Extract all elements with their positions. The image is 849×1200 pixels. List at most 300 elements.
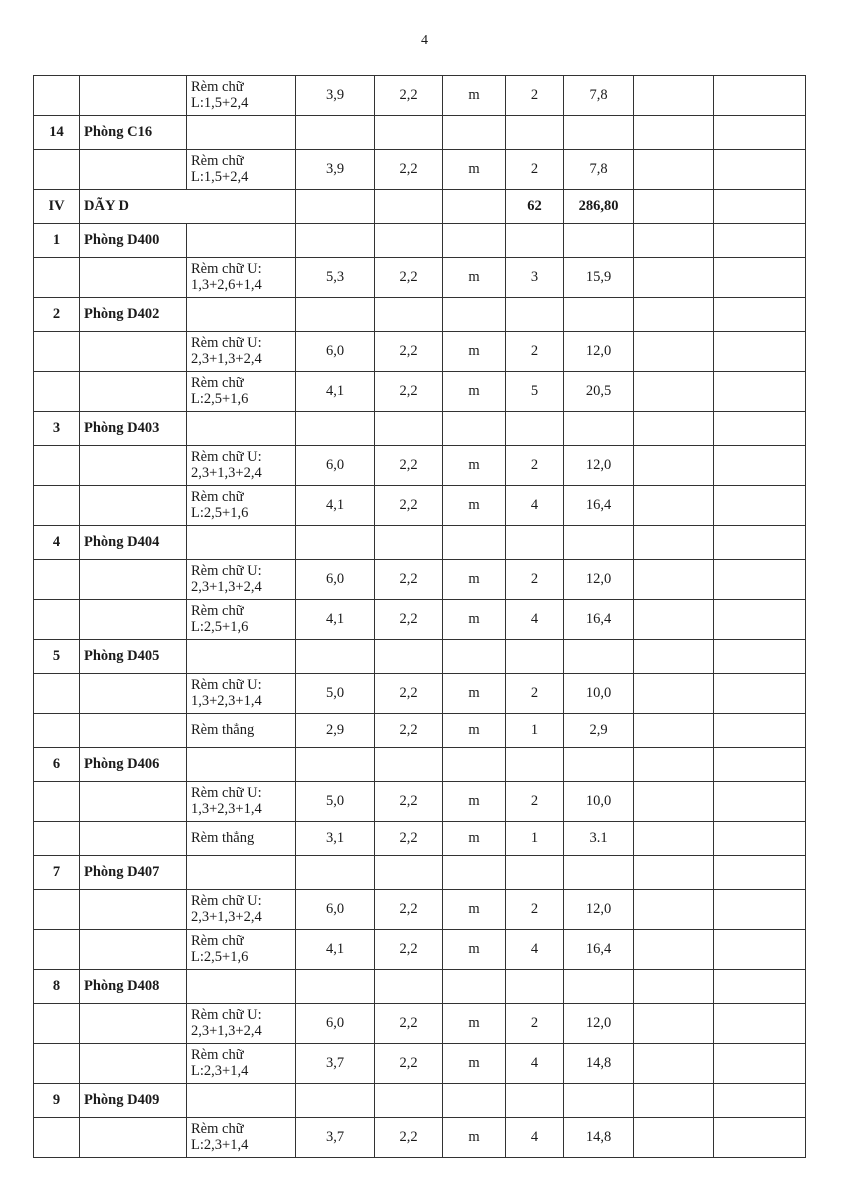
blank-cell xyxy=(187,970,296,1004)
description-line: 1,3+2,3+1,4 xyxy=(191,800,262,817)
total-cell: 3.1 xyxy=(564,822,634,856)
room-group-row xyxy=(34,224,806,258)
item-row xyxy=(34,714,806,748)
blank-cell xyxy=(634,600,714,640)
description-line: Rèm chữ xyxy=(191,153,244,170)
stt-cell: 1 xyxy=(34,224,80,258)
height-cell: 2,2 xyxy=(375,1118,443,1158)
description-line: Rèm chữ U: xyxy=(191,893,262,910)
stt-cell xyxy=(34,822,80,856)
blank-cell xyxy=(634,190,714,224)
length-cell: 4,1 xyxy=(296,372,375,412)
room-name-cell: Phòng D403 xyxy=(80,412,187,446)
blank-cell xyxy=(634,372,714,412)
total-cell: 7,8 xyxy=(564,150,634,190)
blank-cell xyxy=(634,970,714,1004)
blank-cell xyxy=(714,298,806,332)
total-cell: 10,0 xyxy=(564,782,634,822)
unit-cell: m xyxy=(443,930,506,970)
blank-cell xyxy=(375,298,443,332)
room-cell xyxy=(80,674,187,714)
room-group-row xyxy=(34,748,806,782)
quantity-cell: 2 xyxy=(506,890,564,930)
blank-cell xyxy=(714,930,806,970)
description-line: L:2,5+1,6 xyxy=(191,390,249,407)
stt-cell xyxy=(34,1004,80,1044)
description-line: 2,3+1,3+2,4 xyxy=(191,1022,262,1039)
stt-cell: 5 xyxy=(34,640,80,674)
blank-cell xyxy=(375,640,443,674)
length-cell: 3,7 xyxy=(296,1044,375,1084)
blank-cell xyxy=(714,1004,806,1044)
length-cell: 3,9 xyxy=(296,76,375,116)
height-cell: 2,2 xyxy=(375,822,443,856)
blank-cell xyxy=(634,412,714,446)
item-row xyxy=(34,600,806,640)
height-cell: 2,2 xyxy=(375,1004,443,1044)
quantity-cell: 4 xyxy=(506,1118,564,1158)
unit-cell: m xyxy=(443,372,506,412)
blank-cell xyxy=(564,856,634,890)
quantity-cell: 4 xyxy=(506,600,564,640)
blank-cell xyxy=(375,748,443,782)
blank-cell xyxy=(564,412,634,446)
room-name-cell: Phòng D408 xyxy=(80,970,187,1004)
description-line: 1,3+2,6+1,4 xyxy=(191,276,262,293)
description-line: Rèm chữ xyxy=(191,603,244,620)
height-cell: 2,2 xyxy=(375,674,443,714)
quantity-cell: 3 xyxy=(506,258,564,298)
item-row xyxy=(34,372,806,412)
blank-cell xyxy=(443,856,506,890)
stt-cell xyxy=(34,372,80,412)
description-line: Rèm thẳng xyxy=(191,829,255,846)
quantity-cell: 2 xyxy=(506,446,564,486)
blank-cell xyxy=(187,640,296,674)
total-cell: 2,9 xyxy=(564,714,634,748)
room-name-cell: Phòng D406 xyxy=(80,748,187,782)
blank-cell xyxy=(564,970,634,1004)
height-cell: 2,2 xyxy=(375,150,443,190)
unit-cell: m xyxy=(443,258,506,298)
blank-cell xyxy=(296,970,375,1004)
quantity-cell: 2 xyxy=(506,560,564,600)
length-cell: 6,0 xyxy=(296,332,375,372)
length-cell: 6,0 xyxy=(296,446,375,486)
length-cell: 5,3 xyxy=(296,258,375,298)
blank-cell xyxy=(296,298,375,332)
blank-cell xyxy=(296,748,375,782)
stt-cell xyxy=(34,782,80,822)
blank-cell xyxy=(564,640,634,674)
length-cell: 3,7 xyxy=(296,1118,375,1158)
room-name-cell: Phòng D404 xyxy=(80,526,187,560)
quantity-cell: 1 xyxy=(506,714,564,748)
blank-cell xyxy=(506,116,564,150)
unit-cell: m xyxy=(443,560,506,600)
blank-cell xyxy=(187,1084,296,1118)
item-row xyxy=(34,674,806,714)
blank-cell xyxy=(187,856,296,890)
quantity-cell: 4 xyxy=(506,1044,564,1084)
description-cell xyxy=(187,1118,296,1158)
description-line: L:2,3+1,4 xyxy=(191,1062,249,1079)
blank-cell xyxy=(714,782,806,822)
blank-cell xyxy=(506,856,564,890)
blank-cell xyxy=(634,782,714,822)
blank-cell xyxy=(564,748,634,782)
length-cell: 5,0 xyxy=(296,674,375,714)
blank-cell xyxy=(634,1084,714,1118)
blank-cell xyxy=(714,822,806,856)
description-line: Rèm chữ xyxy=(191,1047,244,1064)
height-cell: 2,2 xyxy=(375,372,443,412)
blank-cell xyxy=(187,116,296,150)
description-cell xyxy=(187,486,296,526)
blank-cell xyxy=(506,1084,564,1118)
description-line: L:1,5+2,4 xyxy=(191,168,249,185)
blank-cell xyxy=(634,930,714,970)
room-name-cell: Phòng D405 xyxy=(80,640,187,674)
stt-cell xyxy=(34,674,80,714)
quantity-cell: 2 xyxy=(506,782,564,822)
item-row xyxy=(34,486,806,526)
room-cell xyxy=(80,76,187,116)
blank-cell xyxy=(506,298,564,332)
length-cell: 4,1 xyxy=(296,930,375,970)
unit-cell: m xyxy=(443,600,506,640)
curtain-quantity-table xyxy=(33,75,806,1158)
blank-cell xyxy=(714,372,806,412)
description-line: L:2,5+1,6 xyxy=(191,948,249,965)
item-row xyxy=(34,1004,806,1044)
height-cell: 2,2 xyxy=(375,76,443,116)
blank-cell xyxy=(634,486,714,526)
blank-cell xyxy=(634,1118,714,1158)
blank-cell xyxy=(714,224,806,258)
length-cell: 4,1 xyxy=(296,486,375,526)
description-line: L:1,5+2,4 xyxy=(191,94,249,111)
description-cell xyxy=(187,782,296,822)
unit-cell: m xyxy=(443,782,506,822)
description-cell xyxy=(187,674,296,714)
blank-cell xyxy=(634,640,714,674)
height-cell: 2,2 xyxy=(375,560,443,600)
description-cell xyxy=(187,372,296,412)
room-cell xyxy=(80,890,187,930)
description-cell xyxy=(187,446,296,486)
blank-cell xyxy=(187,412,296,446)
room-cell xyxy=(80,822,187,856)
blank-cell xyxy=(187,224,296,258)
stt-cell xyxy=(34,486,80,526)
description-line: 2,3+1,3+2,4 xyxy=(191,464,262,481)
description-cell xyxy=(187,332,296,372)
unit-cell: m xyxy=(443,76,506,116)
stt-cell xyxy=(34,714,80,748)
page-number: 4 xyxy=(421,33,428,48)
room-cell xyxy=(80,1004,187,1044)
blank-cell xyxy=(443,748,506,782)
total-cell: 10,0 xyxy=(564,674,634,714)
room-cell xyxy=(80,1118,187,1158)
description-line: 2,3+1,3+2,4 xyxy=(191,578,262,595)
blank-cell xyxy=(443,116,506,150)
description-cell xyxy=(187,890,296,930)
stt-cell xyxy=(34,76,80,116)
unit-cell: m xyxy=(443,890,506,930)
description-line: Rèm chữ xyxy=(191,79,244,96)
blank-cell xyxy=(375,526,443,560)
total-cell: 12,0 xyxy=(564,332,634,372)
item-row xyxy=(34,560,806,600)
stt-cell xyxy=(34,890,80,930)
blank-cell xyxy=(443,640,506,674)
blank-cell xyxy=(714,258,806,298)
stt-cell xyxy=(34,446,80,486)
blank-cell xyxy=(375,856,443,890)
blank-cell xyxy=(506,970,564,1004)
blank-cell xyxy=(714,526,806,560)
blank-cell xyxy=(634,298,714,332)
item-row xyxy=(34,446,806,486)
blank-cell xyxy=(714,1084,806,1118)
description-line: L:2,5+1,6 xyxy=(191,618,249,635)
length-cell: 3,1 xyxy=(296,822,375,856)
blank-cell xyxy=(564,298,634,332)
height-cell: 2,2 xyxy=(375,446,443,486)
quantity-cell: 1 xyxy=(506,822,564,856)
section-quantity-cell: 62 xyxy=(506,190,564,224)
blank-cell xyxy=(714,640,806,674)
stt-cell xyxy=(34,600,80,640)
blank-cell xyxy=(714,446,806,486)
room-group-row xyxy=(34,1084,806,1118)
blank-cell xyxy=(714,76,806,116)
description-cell xyxy=(187,600,296,640)
blank-cell xyxy=(443,190,506,224)
item-row xyxy=(34,890,806,930)
room-cell xyxy=(80,258,187,298)
blank-cell xyxy=(564,116,634,150)
length-cell: 4,1 xyxy=(296,600,375,640)
room-cell xyxy=(80,486,187,526)
section-row xyxy=(34,190,806,224)
total-cell: 20,5 xyxy=(564,372,634,412)
stt-cell: 9 xyxy=(34,1084,80,1118)
description-cell xyxy=(187,150,296,190)
length-cell: 5,0 xyxy=(296,782,375,822)
description-cell xyxy=(187,714,296,748)
stt-cell: 2 xyxy=(34,298,80,332)
height-cell: 2,2 xyxy=(375,930,443,970)
room-name-cell: Phòng D409 xyxy=(80,1084,187,1118)
total-cell: 12,0 xyxy=(564,560,634,600)
blank-cell xyxy=(443,298,506,332)
description-line: Rèm chữ U: xyxy=(191,335,262,352)
description-line: 2,3+1,3+2,4 xyxy=(191,350,262,367)
blank-cell xyxy=(714,600,806,640)
height-cell: 2,2 xyxy=(375,714,443,748)
room-cell xyxy=(80,714,187,748)
stt-cell xyxy=(34,1044,80,1084)
room-group-row xyxy=(34,412,806,446)
blank-cell xyxy=(634,890,714,930)
blank-cell xyxy=(187,748,296,782)
item-row xyxy=(34,332,806,372)
description-line: Rèm chữ U: xyxy=(191,785,262,802)
stt-cell: 6 xyxy=(34,748,80,782)
blank-cell xyxy=(296,190,375,224)
blank-cell xyxy=(634,822,714,856)
blank-cell xyxy=(187,526,296,560)
length-cell: 6,0 xyxy=(296,560,375,600)
unit-cell: m xyxy=(443,1118,506,1158)
room-name-cell: Phòng D402 xyxy=(80,298,187,332)
room-group-row xyxy=(34,640,806,674)
description-cell xyxy=(187,258,296,298)
description-line: Rèm chữ xyxy=(191,489,244,506)
room-cell xyxy=(80,782,187,822)
length-cell: 6,0 xyxy=(296,1004,375,1044)
blank-cell xyxy=(634,674,714,714)
unit-cell: m xyxy=(443,332,506,372)
quantity-cell: 2 xyxy=(506,674,564,714)
height-cell: 2,2 xyxy=(375,782,443,822)
blank-cell xyxy=(296,224,375,258)
total-cell: 16,4 xyxy=(564,600,634,640)
stt-cell xyxy=(34,258,80,298)
blank-cell xyxy=(714,748,806,782)
blank-cell xyxy=(634,150,714,190)
description-line: Rèm chữ U: xyxy=(191,449,262,466)
blank-cell xyxy=(714,412,806,446)
unit-cell: m xyxy=(443,150,506,190)
quantity-cell: 4 xyxy=(506,486,564,526)
unit-cell: m xyxy=(443,1004,506,1044)
unit-cell: m xyxy=(443,1044,506,1084)
section-name-cell: DÃY D xyxy=(80,190,296,224)
length-cell: 2,9 xyxy=(296,714,375,748)
blank-cell xyxy=(564,1084,634,1118)
blank-cell xyxy=(634,116,714,150)
blank-cell xyxy=(714,856,806,890)
room-cell xyxy=(80,446,187,486)
blank-cell xyxy=(634,1044,714,1084)
blank-cell xyxy=(634,714,714,748)
room-group-row xyxy=(34,298,806,332)
stt-cell xyxy=(34,930,80,970)
description-cell xyxy=(187,1044,296,1084)
quantity-cell: 2 xyxy=(506,332,564,372)
total-cell: 7,8 xyxy=(564,76,634,116)
blank-cell xyxy=(714,116,806,150)
description-line: Rèm chữ U: xyxy=(191,677,262,694)
blank-cell xyxy=(714,714,806,748)
length-cell: 6,0 xyxy=(296,890,375,930)
description-line: L:2,3+1,4 xyxy=(191,1136,249,1153)
height-cell: 2,2 xyxy=(375,332,443,372)
blank-cell xyxy=(506,412,564,446)
blank-cell xyxy=(296,116,375,150)
description-line: Rèm chữ U: xyxy=(191,563,262,580)
quantity-cell: 2 xyxy=(506,76,564,116)
description-cell xyxy=(187,1004,296,1044)
blank-cell xyxy=(714,150,806,190)
unit-cell: m xyxy=(443,822,506,856)
total-cell: 16,4 xyxy=(564,930,634,970)
blank-cell xyxy=(375,190,443,224)
blank-cell xyxy=(634,1004,714,1044)
blank-cell xyxy=(443,1084,506,1118)
height-cell: 2,2 xyxy=(375,258,443,298)
height-cell: 2,2 xyxy=(375,890,443,930)
unit-cell: m xyxy=(443,714,506,748)
blank-cell xyxy=(714,1118,806,1158)
item-row xyxy=(34,822,806,856)
blank-cell xyxy=(443,412,506,446)
quantity-cell: 4 xyxy=(506,930,564,970)
section-total-cell: 286,80 xyxy=(564,190,634,224)
blank-cell xyxy=(714,190,806,224)
blank-cell xyxy=(634,258,714,298)
blank-cell xyxy=(187,298,296,332)
blank-cell xyxy=(506,526,564,560)
description-line: Rèm chữ U: xyxy=(191,261,262,278)
description-line: Rèm chữ U: xyxy=(191,1007,262,1024)
blank-cell xyxy=(714,1044,806,1084)
item-row xyxy=(34,258,806,298)
stt-cell: 14 xyxy=(34,116,80,150)
height-cell: 2,2 xyxy=(375,1044,443,1084)
description-line: Rèm chữ xyxy=(191,1121,244,1138)
blank-cell xyxy=(296,526,375,560)
length-cell: 3,9 xyxy=(296,150,375,190)
blank-cell xyxy=(714,970,806,1004)
quantity-cell: 2 xyxy=(506,150,564,190)
room-cell xyxy=(80,332,187,372)
description-cell xyxy=(187,76,296,116)
blank-cell xyxy=(375,116,443,150)
description-line: Rèm thẳng xyxy=(191,721,255,738)
description-line: Rèm chữ xyxy=(191,375,244,392)
unit-cell: m xyxy=(443,674,506,714)
room-group-row xyxy=(34,526,806,560)
blank-cell xyxy=(506,224,564,258)
blank-cell xyxy=(714,674,806,714)
stt-cell xyxy=(34,1118,80,1158)
blank-cell xyxy=(296,856,375,890)
stt-cell xyxy=(34,560,80,600)
blank-cell xyxy=(564,526,634,560)
item-row xyxy=(34,1118,806,1158)
blank-cell xyxy=(714,486,806,526)
room-group-row xyxy=(34,970,806,1004)
unit-cell: m xyxy=(443,486,506,526)
item-row xyxy=(34,76,806,116)
item-row xyxy=(34,150,806,190)
blank-cell xyxy=(634,856,714,890)
description-line: 1,3+2,3+1,4 xyxy=(191,692,262,709)
blank-cell xyxy=(296,412,375,446)
blank-cell xyxy=(375,970,443,1004)
total-cell: 15,9 xyxy=(564,258,634,298)
room-cell xyxy=(80,372,187,412)
description-line: L:2,5+1,6 xyxy=(191,504,249,521)
stt-cell: 8 xyxy=(34,970,80,1004)
blank-cell xyxy=(506,748,564,782)
stt-cell xyxy=(34,150,80,190)
